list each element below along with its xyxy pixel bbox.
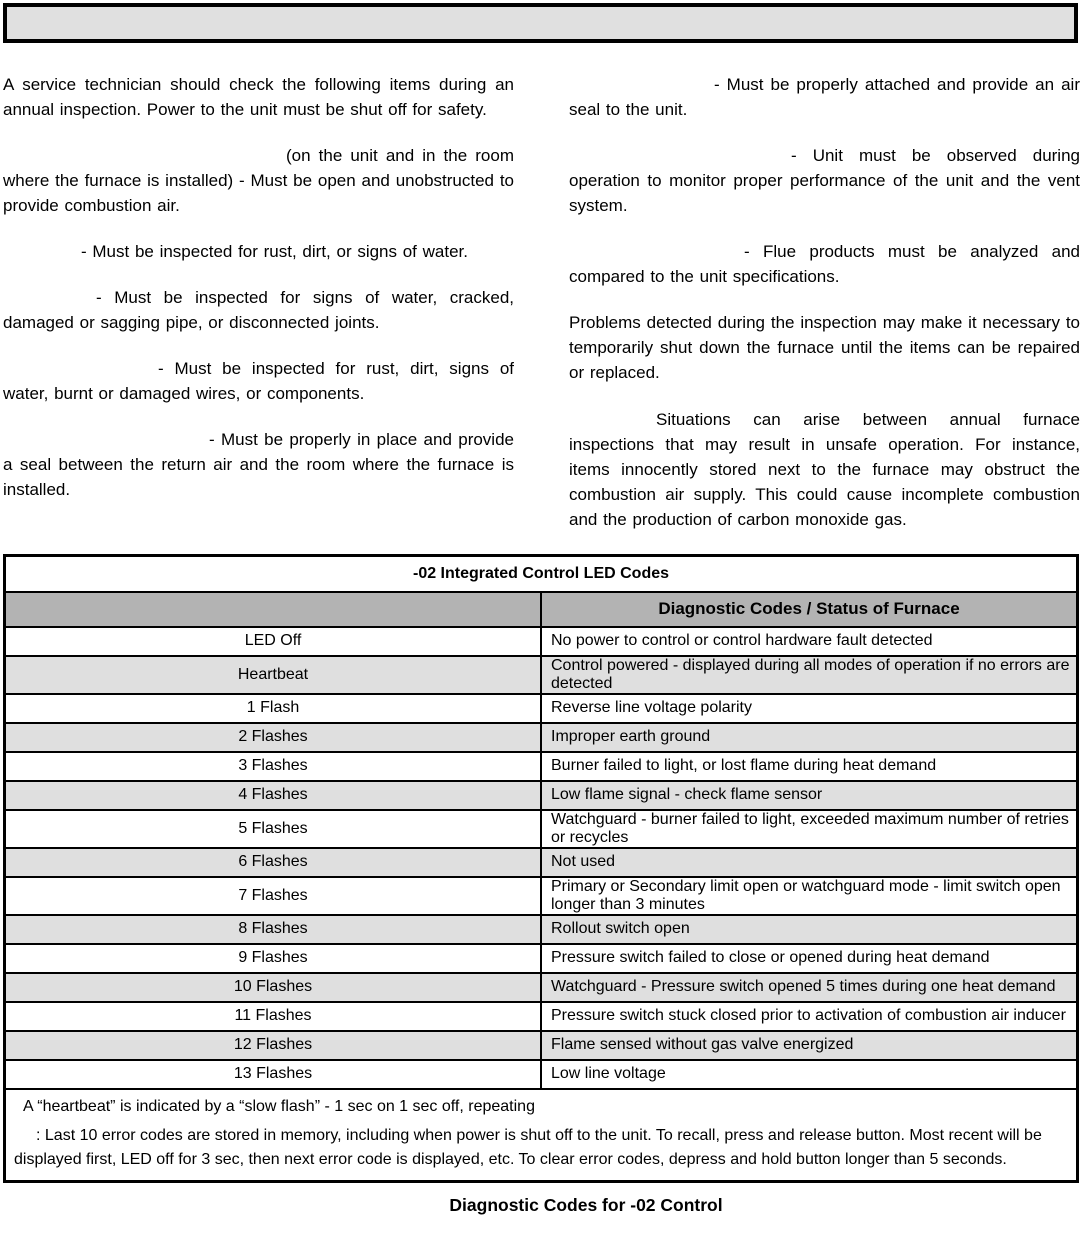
status-cell: Pressure switch failed to close or opened during heat demand xyxy=(541,944,1078,973)
table-row xyxy=(5,915,1078,944)
body-text xyxy=(0,72,1082,532)
table-row xyxy=(5,723,1078,752)
status-cell: Pressure switch stuck closed prior to activation of combustion air inducer xyxy=(541,1002,1078,1031)
led-code-cell: 8 Flashes xyxy=(5,915,542,944)
error-code-recall-note: : Last 10 error codes are stored in memory, including when power is shut off to the unit. To recall, press and release button. Most recent will be displayed first, LED off for 3 sec, then next error code is displayed, etc. To clear error codes, depress and hold button longer than 5 seconds. xyxy=(14,1126,1042,1168)
status-cell: Not used xyxy=(541,848,1078,877)
paragraph-seal-return-air: - Must be properly in place and provide a seal between the return air and the room where the furnace is installed. xyxy=(3,430,514,499)
table-row xyxy=(5,627,1078,656)
redacted-header-bar xyxy=(3,3,1078,43)
left-column xyxy=(3,72,514,532)
table-row xyxy=(5,781,1078,810)
status-cell: Improper earth ground xyxy=(541,723,1078,752)
status-cell: Burner failed to light, or lost flame during heat demand xyxy=(541,752,1078,781)
led-code-cell: 10 Flashes xyxy=(5,973,542,1002)
code-column-header xyxy=(5,592,542,627)
led-code-cell: 7 Flashes xyxy=(5,877,542,915)
led-code-cell: 1 Flash xyxy=(5,694,542,723)
led-code-cell: 9 Flashes xyxy=(5,944,542,973)
led-codes-table xyxy=(3,554,1079,1183)
paragraph-flue-products: - Flue products must be analyzed and compared to the unit specifications. xyxy=(569,242,1080,286)
table-row xyxy=(5,694,1078,723)
led-code-cell: Heartbeat xyxy=(5,656,542,694)
table-row xyxy=(5,656,1078,694)
paragraph-inspect-wires: - Must be inspected for rust, dirt, signs of water, burnt or damaged wires, or components. xyxy=(3,359,514,403)
table-notes xyxy=(5,1089,1078,1182)
table-row xyxy=(5,877,1078,915)
led-code-cell: 6 Flashes xyxy=(5,848,542,877)
table-row xyxy=(5,1002,1078,1031)
status-cell: Watchguard - burner failed to light, exceeded maximum number of retries or recycles xyxy=(541,810,1078,848)
status-cell: Rollout switch open xyxy=(541,915,1078,944)
paragraph-situations: Situations can arise between annual furnace inspections that may result in unsafe operation. For instance, items innocently stored next to the furnace may obstruct the combustion air supply. This could cause incomplete combustion and the production of carbon monoxide gas. xyxy=(569,410,1080,529)
led-code-cell: 3 Flashes xyxy=(5,752,542,781)
table-row xyxy=(5,1060,1078,1089)
table-row xyxy=(5,973,1078,1002)
right-column xyxy=(569,72,1080,532)
led-code-cell: LED Off xyxy=(5,627,542,656)
status-cell: Reverse line voltage polarity xyxy=(541,694,1078,723)
status-cell: Low flame signal - check flame sensor xyxy=(541,781,1078,810)
led-code-cell: 4 Flashes xyxy=(5,781,542,810)
table-header-row xyxy=(5,592,1078,627)
status-cell: Control powered - displayed during all modes of operation if no errors are detected xyxy=(541,656,1078,694)
table-title-row xyxy=(5,556,1078,592)
table-row xyxy=(5,944,1078,973)
paragraph-problems-detected: Problems detected during the inspection may make it necessary to temporarily shut down the furnace until the items can be repaired or replaced. xyxy=(569,313,1080,382)
paragraph-combustion-air: (on the unit and in the room where the furnace is installed) - Must be open and unobstructed to provide combustion air. xyxy=(3,146,514,215)
paragraph-inspect-rust: - Must be inspected for rust, dirt, or signs of water. xyxy=(81,242,468,261)
led-code-cell: 2 Flashes xyxy=(5,723,542,752)
table-row xyxy=(5,1031,1078,1060)
status-cell: Watchguard - Pressure switch opened 5 times during one heat demand xyxy=(541,973,1078,1002)
paragraph-intro: A service technician should check the following items during an annual inspection. Power to the unit must be shut off for safety. xyxy=(3,75,514,119)
heartbeat-note: A “heartbeat” is indicated by a “slow flash” - 1 sec on 1 sec off, repeating xyxy=(23,1097,535,1115)
paragraph-air-seal: - Must be properly attached and provide an air seal to the unit. xyxy=(569,75,1080,119)
table-row xyxy=(5,810,1078,848)
status-cell: Low line voltage xyxy=(541,1060,1078,1089)
status-column-header: Diagnostic Codes / Status of Furnace xyxy=(541,592,1078,627)
led-code-cell: 5 Flashes xyxy=(5,810,542,848)
table-row xyxy=(5,752,1078,781)
status-cell: No power to control or control hardware fault detected xyxy=(541,627,1078,656)
table-caption: Diagnostic Codes for -02 Control xyxy=(449,1194,723,1215)
led-code-cell: 12 Flashes xyxy=(5,1031,542,1060)
led-code-cell: 11 Flashes xyxy=(5,1002,542,1031)
table-row xyxy=(5,848,1078,877)
table-title: -02 Integrated Control LED Codes xyxy=(5,556,1078,592)
status-cell: Flame sensed without gas valve energized xyxy=(541,1031,1078,1060)
table-notes-row xyxy=(5,1089,1078,1182)
status-cell: Primary or Secondary limit open or watchguard mode - limit switch open longer than 3 minutes xyxy=(541,877,1078,915)
led-code-cell: 13 Flashes xyxy=(5,1060,542,1089)
paragraph-inspect-pipe: - Must be inspected for signs of water, cracked, damaged or sagging pipe, or disconnected joints. xyxy=(3,288,514,332)
paragraph-observe-operation: - Unit must be observed during operation to monitor proper performance of the unit and the vent system. xyxy=(569,146,1080,215)
